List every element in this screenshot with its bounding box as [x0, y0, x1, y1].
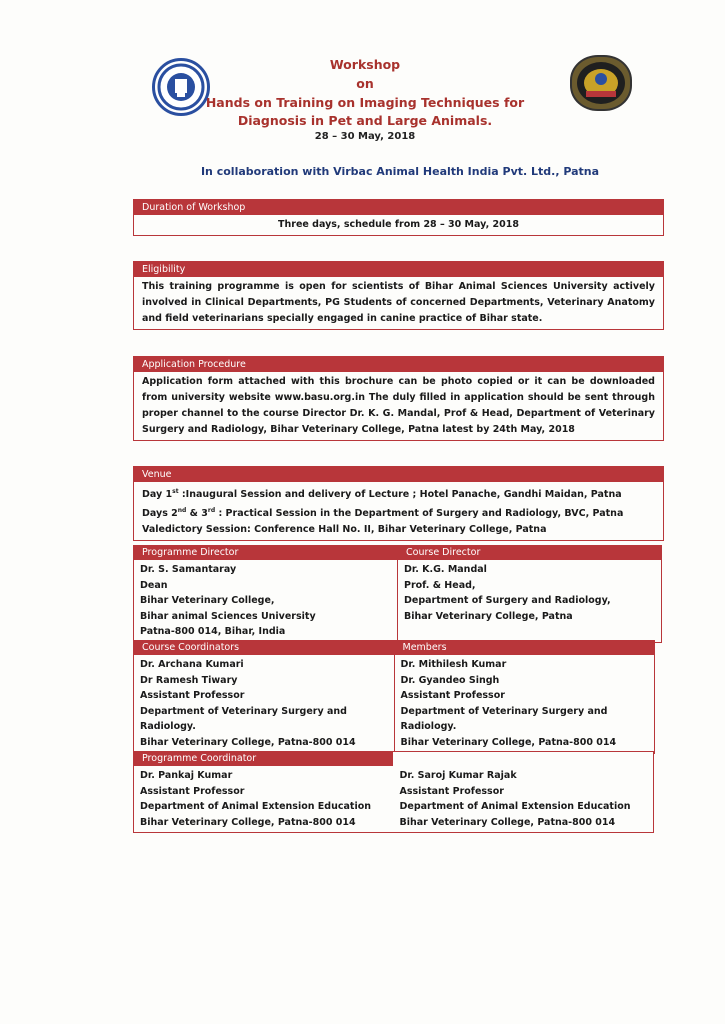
text-line: Department of Veterinary Surgery and [400, 705, 608, 717]
eligibility-heading: Eligibility [134, 262, 663, 277]
course-coordinators-heading: Course Coordinators [134, 641, 394, 655]
course-director-lines [398, 560, 661, 626]
text-line: Dr. K.G. Mandal [404, 564, 487, 575]
programme-director-heading: Programme Director [134, 546, 397, 560]
title-workshop: Workshop [329, 57, 401, 72]
title-on: on [356, 76, 374, 91]
text-line: Department of Animal Extension Education [399, 801, 631, 813]
text-line: Department of Veterinary Surgery and [140, 705, 347, 717]
text-line: Dr Ramesh Tiwary [140, 674, 238, 686]
duration-text: Three days, schedule from 28 – 30 May, 2018 [278, 219, 519, 230]
course-coordinators-lines [134, 655, 394, 753]
text-line: Radiology. [140, 721, 196, 733]
eligibility-section [133, 261, 664, 330]
text-line: Bihar Veterinary College, Patna-800 014 [140, 816, 356, 828]
venue-day1 [142, 484, 655, 503]
venue-day23-text: : Practical Session in the Department of Surgery and Radiology, BVC, Patna [215, 508, 624, 520]
text-line: Assistant Professor [399, 785, 504, 797]
text-line: Assistant Professor [140, 785, 245, 797]
members-column [394, 641, 655, 753]
venue-day1-text: :Inaugural Session and delivery of Lecture ; Hotel Panache, Gandhi Maidan, Patna [178, 489, 622, 501]
programme-coordinator-heading: Programme Coordinator [134, 752, 393, 766]
programme-director-column [134, 546, 397, 642]
venue-section [133, 466, 664, 541]
course-coordinators-column [134, 641, 394, 753]
text-line: Dr. Mithilesh Kumar [400, 659, 507, 670]
programme-coordinator-left [134, 766, 394, 832]
text-line: Dr. Pankaj Kumar [140, 770, 233, 781]
members-lines [395, 655, 655, 753]
application-section [133, 356, 664, 441]
programme-coordinator-body [134, 766, 653, 832]
text-line: Dr. Gyandeo Singh [400, 674, 500, 686]
text-line: Bihar Veterinary College, Patna-800 014 [399, 816, 616, 828]
college-emblem-logo [570, 55, 632, 111]
text-line: Bihar Veterinary College, Patna-800 014 [140, 736, 356, 748]
venue-day23-sup2: rd [207, 507, 216, 515]
coordinators-grid [133, 640, 655, 754]
programme-coordinator-section [133, 751, 654, 833]
duration-heading: Duration of Workshop [134, 200, 663, 215]
venue-day23-sup1: nd [177, 507, 187, 515]
collaboration-line: In collaboration with Virbac Animal Health India Pvt. Ltd., Patna [200, 165, 600, 178]
application-heading: Application Procedure [134, 357, 663, 372]
text-line: Assistant Professor [140, 690, 245, 702]
text-line: Dr. S. Samantaray [140, 564, 237, 575]
text-line: Department of Surgery and Radiology, [404, 595, 611, 607]
text-line: Prof. & Head, [404, 579, 476, 591]
title-main-line1: Hands on Training on Imaging Techniques for [205, 95, 525, 110]
venue-day23 [142, 503, 655, 522]
venue-heading: Venue [134, 467, 663, 482]
members-heading: Members [395, 641, 655, 655]
course-director-column [397, 546, 661, 642]
emblem-icon [572, 57, 630, 109]
text-line: Bihar Veterinary College, Patna [404, 610, 573, 622]
venue-day1-sup: st [172, 488, 179, 495]
course-director-heading: Course Director [398, 546, 661, 560]
text-line: Dean [140, 579, 168, 591]
programme-coordinator-right [394, 766, 654, 832]
venue-valedictory: Valedictory Session: Conference Hall No. II, Bihar Veterinary College, Patna [142, 524, 547, 536]
text-line: Bihar Veterinary College, Patna-800 014 [400, 736, 617, 748]
text-line: Bihar animal Sciences University [140, 610, 316, 622]
eligibility-text: This training programme is open for scientists of Bihar Animal Sciences University actively involved in Clinical Departments, PG Students of concerned Departments, Veterinary Anatomy and field veterinarians specially engaged in canine practice of Bihar state. [142, 281, 655, 324]
venue-day23-label: Days 2 [142, 508, 178, 520]
application-text: Application form attached with this brochure can be photo copied or it can be downloaded from university website www.basu.org.in The duly filled in application should be sent through proper channel to the course Director Dr. K. G. Mandal, Prof & Head, Department of Veterinary Surgery and Radiology, Bihar Veterinary College, Patna latest by 24th May, 2018 [142, 376, 655, 435]
text-line: Department of Animal Extension Education [140, 801, 371, 813]
title-main-line2: Diagnosis in Pet and Large Animals. [237, 113, 493, 128]
text-line: Assistant Professor [400, 690, 505, 702]
programme-director-lines [134, 560, 397, 642]
workshop-dates: 28 – 30 May, 2018 [314, 131, 416, 142]
duration-section [133, 199, 664, 236]
venue-body [134, 482, 663, 540]
text-line: Dr. Saroj Kumar Rajak [399, 770, 517, 781]
text-line: Radiology. [400, 721, 457, 733]
venue-day23-mid: & 3 [186, 508, 208, 520]
text-line: Bihar Veterinary College, [140, 595, 275, 607]
venue-day1-label: Day 1 [142, 489, 173, 501]
directors-grid [133, 545, 662, 643]
text-line: Dr. Archana Kumari [140, 659, 244, 670]
text-line: Patna-800 014, Bihar, India [140, 626, 286, 638]
